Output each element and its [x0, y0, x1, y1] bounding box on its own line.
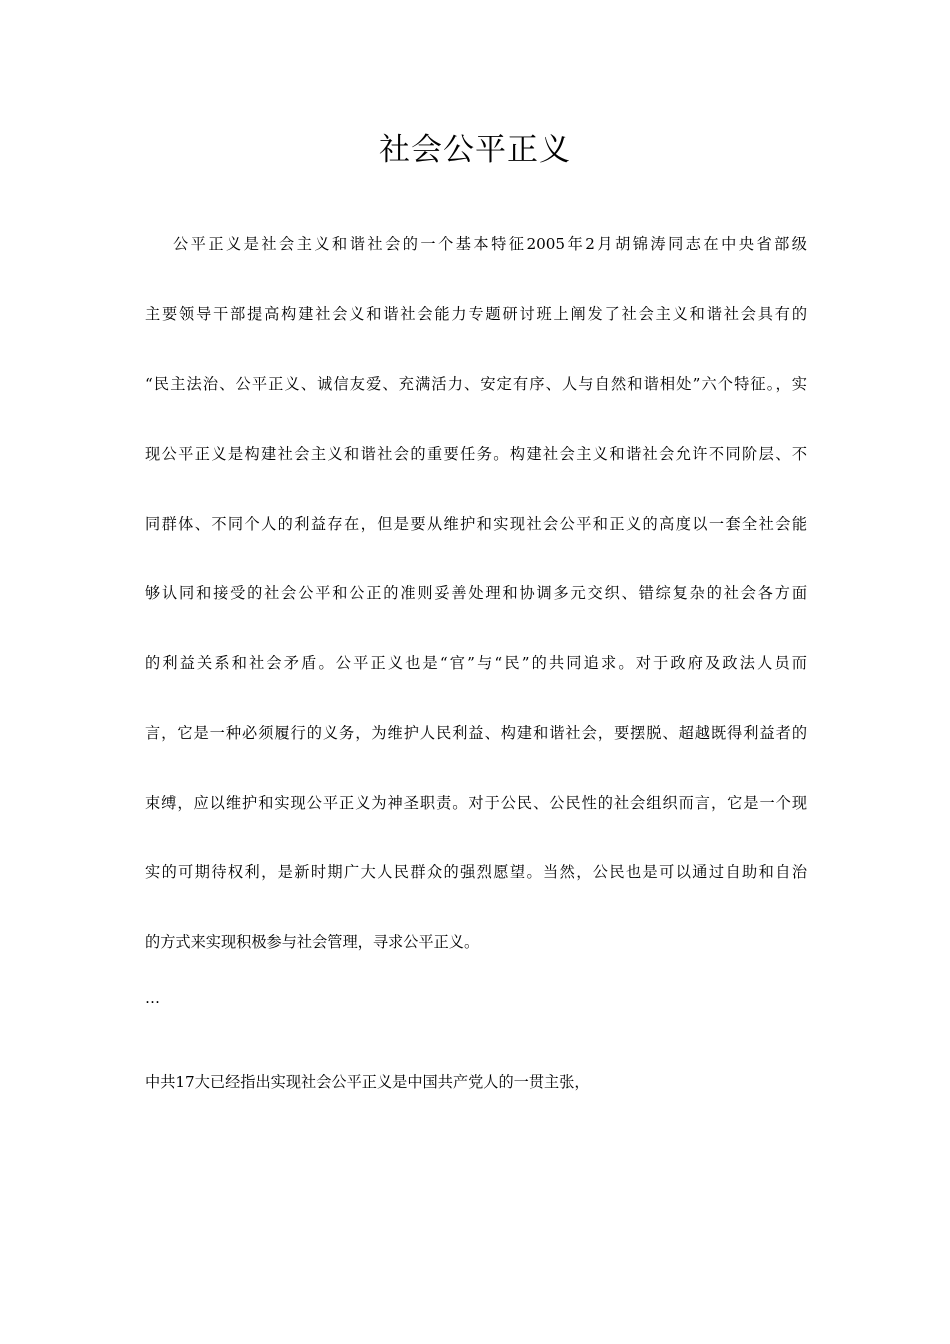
paragraph-line: 现公平正义是构建社会主义和谐社会的重要任务。构建社会主义和谐社会允许不同阶层、不	[145, 445, 807, 463]
paragraph-line: 实的可期待权利，是新时期广大人民群众的强烈愿望。当然，公民也是可以通过自助和自治	[145, 863, 807, 881]
paragraph-line: 束缚，应以维护和实现公平正义为神圣职责。对于公民、公民性的社会组织而言，它是一个现	[145, 794, 807, 812]
paragraph-line: 言，它是一种必须履行的义务，为维护人民利益、构建和谐社会，要摆脱、超越既得利益者的	[145, 724, 807, 742]
paragraph-line: 的方式来实现积极参与社会管理，寻求公平正义。	[145, 933, 480, 951]
paragraph-line: 主要领导干部提高构建社会义和谐社会能力专题研讨班上阐发了社会主义和谐社会具有的	[145, 305, 807, 323]
ellipsis-text: …	[145, 989, 160, 1007]
document-title: 社会公平正义	[379, 132, 571, 168]
paragraph-line: 中共17大已经指出实现社会公平正义是中国共产党人的一贯主张，	[145, 1073, 590, 1091]
paragraph-line: 够认同和接受的社会公平和公正的准则妥善处理和协调多元交织、错综复杂的社会各方面	[145, 584, 807, 602]
paragraph-line: 的利益关系和社会矛盾。公平正义也是“官”与“民”的共同追求。对于政府及政法人员而	[145, 654, 807, 672]
paragraph-line: 同群体、不同个人的利益存在，但是要从维护和实现社会公平和正义的高度以一套全社会能	[145, 515, 807, 533]
paragraph-line: “民主法治、公平正义、诚信友爱、充满活力、安定有序、人与自然和谐相处”六个特征。，实	[145, 375, 807, 393]
paragraph-line: 公平正义是社会主义和谐社会的一个基本特征2005年2月胡锦涛同志在中央省部级	[173, 235, 807, 253]
